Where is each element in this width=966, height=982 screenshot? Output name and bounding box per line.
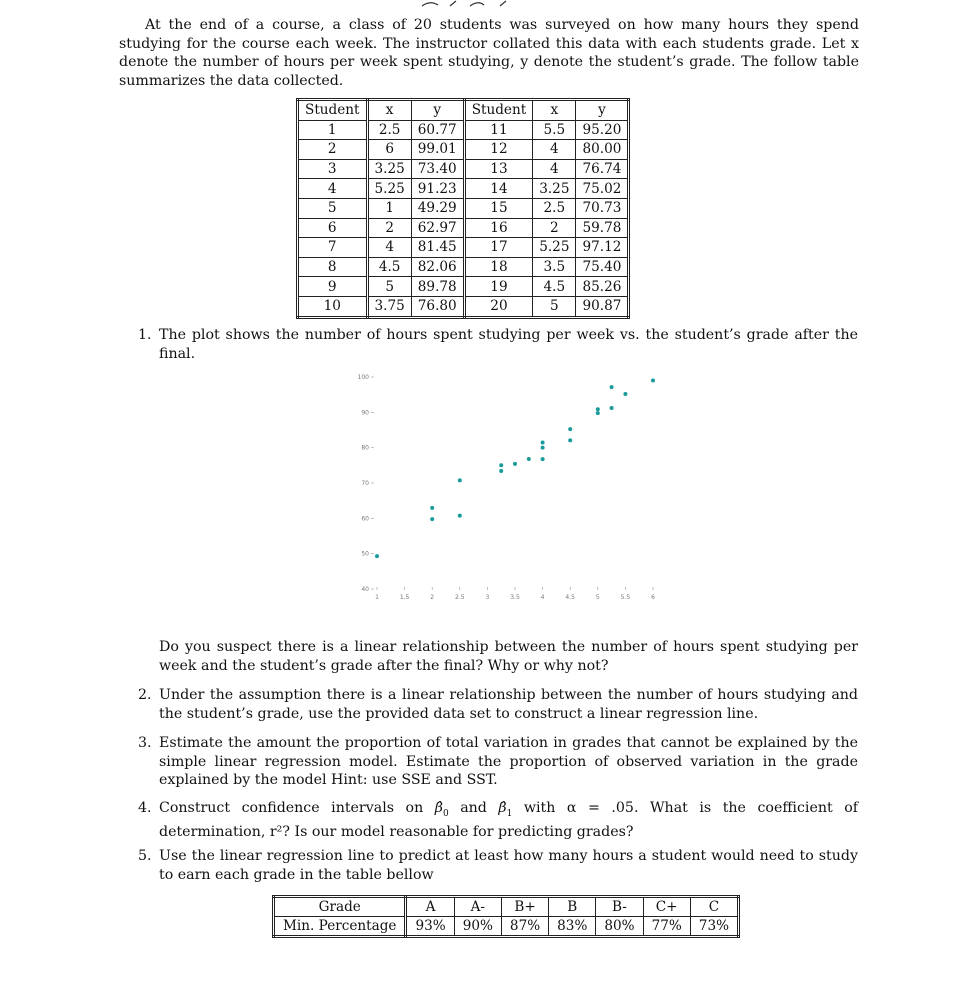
x-tick-label: 2.5: [455, 594, 465, 601]
question-3-number: 3.: [138, 735, 152, 751]
table-cell: 5: [533, 296, 576, 317]
table-row: [298, 198, 629, 218]
y-tick-label: 40: [361, 586, 369, 593]
data-point: [610, 406, 614, 410]
data-point: [513, 462, 517, 466]
x-tick-label: 5.5: [620, 594, 631, 601]
table-header-cell: x: [367, 100, 411, 121]
table-cell: 4: [533, 159, 576, 179]
table-row: [298, 140, 629, 160]
table-header-cell: y: [411, 100, 464, 121]
data-point: [541, 441, 545, 445]
table-cell: 3.75: [367, 296, 411, 317]
beta1-symbol: $\betâ_1$: [498, 800, 513, 819]
data-point: [610, 385, 614, 389]
question-1-followup: [138, 638, 858, 675]
x-tick-label: 5: [595, 594, 600, 601]
table-row: [298, 238, 629, 258]
table-cell: 5: [367, 277, 411, 297]
table-cell: 3: [298, 159, 368, 179]
question-1-followup-text: Do you suspect there is a linear relationship between the number of hours spent studying per week and the student’s grade after the final? Why or why not?: [159, 639, 858, 674]
data-point: [430, 517, 434, 521]
data-table: [296, 98, 630, 319]
table-header-row: [298, 100, 629, 121]
table-cell: 6: [298, 218, 368, 238]
table-cell: 80.00: [576, 140, 629, 160]
table-cell: 6: [367, 140, 411, 160]
x-tick-label: 3: [485, 594, 490, 601]
question-2-number: 2.: [138, 687, 152, 703]
data-point: [375, 554, 379, 558]
table-cell: 85.26: [576, 277, 629, 297]
table-cell: 1: [367, 198, 411, 218]
table-cell: 5: [298, 198, 368, 218]
data-point: [651, 378, 655, 382]
table-cell: 89.78: [411, 277, 464, 297]
question-4: [138, 799, 858, 842]
table-cell: 76.80: [411, 296, 464, 317]
table-cell: 59.78: [576, 218, 629, 238]
grade-table-cell: 77%: [643, 917, 690, 937]
table-row: [298, 257, 629, 277]
table-cell: 81.45: [411, 238, 464, 258]
table-cell: 9: [298, 277, 368, 297]
data-point: [568, 427, 572, 431]
y-tick-label: 60: [361, 515, 369, 523]
table-cell: 4.5: [533, 277, 576, 297]
table-cell: 13: [464, 159, 533, 179]
table-row: [298, 277, 629, 297]
grade-table-cell: 73%: [690, 917, 738, 937]
question-2-text: Under the assumption there is a linear relationship between the number of hours studying and the student’s grade, use the provided data set to construct a linear regression line.: [159, 687, 858, 722]
intro-paragraph: At the end of a course, a class of 20 students was surveyed on how many hours they spend studying for the course each week. The instructor collated this data with each students grade. Let x denote the number of hours per week spent studying, y denote the student’s grade. The follow table summarizes the data collected.: [119, 17, 859, 89]
question-1-number: 1.: [138, 327, 152, 343]
x-tick-label: 3.5: [510, 594, 520, 601]
table-cell: 11: [464, 120, 533, 140]
table-cell: 70.73: [576, 198, 629, 218]
grade-table-cell: C: [690, 897, 738, 917]
grade-table-cell: B+: [501, 897, 548, 917]
data-point: [596, 407, 600, 411]
data-point: [596, 411, 600, 415]
table-cell: 90.87: [576, 296, 629, 317]
data-point: [499, 463, 503, 467]
table-cell: 4: [367, 238, 411, 258]
scatter-plot: [355, 365, 665, 610]
table-cell: 1: [298, 120, 368, 140]
table-row: [298, 218, 629, 238]
grade-row: [274, 897, 739, 917]
question-3: [138, 734, 858, 790]
question-3-text: Estimate the amount the proportion of total variation in grades that cannot be explained by the simple linear regression model. Estimate the proportion of observed variation in the grade explained by the model Hint: use SSE and SST.: [159, 735, 858, 789]
grade-table-cell: 83%: [549, 917, 596, 937]
table-cell: 4: [533, 140, 576, 160]
grade-table-label: Grade: [274, 897, 406, 917]
table-cell: 14: [464, 179, 533, 199]
table-row: [298, 296, 629, 317]
data-point: [458, 478, 462, 482]
data-point: [568, 438, 572, 442]
table-cell: 5.25: [367, 179, 411, 199]
y-tick-label: 70: [361, 480, 369, 487]
table-cell: 18: [464, 257, 533, 277]
table-cell: 5.25: [533, 238, 576, 258]
grade-table-cell: A: [406, 897, 454, 917]
grade-table: [272, 895, 740, 938]
x-tick-label: 1: [375, 594, 379, 601]
table-cell: 82.06: [411, 257, 464, 277]
question-1: [138, 326, 858, 363]
table-row: [298, 179, 629, 199]
table-cell: 17: [464, 238, 533, 258]
table-cell: 4: [298, 179, 368, 199]
table-cell: 97.12: [576, 238, 629, 258]
table-cell: 99.01: [411, 140, 464, 160]
table-cell: 2.5: [533, 198, 576, 218]
table-cell: 19: [464, 277, 533, 297]
table-cell: 7: [298, 238, 368, 258]
table-cell: 49.29: [411, 198, 464, 218]
percentage-row: [274, 917, 739, 937]
x-tick-label: 1.5: [399, 594, 410, 601]
table-cell: 76.74: [576, 159, 629, 179]
table-row: [298, 159, 629, 179]
q4-text-b: with α = .05. What is the coefficient of determination, r²? Is our model reasonable for predicting grades?: [159, 800, 858, 841]
data-point: [541, 446, 545, 450]
q4-and: and: [448, 800, 499, 816]
table-cell: 75.02: [576, 179, 629, 199]
data-point: [430, 506, 434, 510]
table-cell: 16: [464, 218, 533, 238]
data-point: [623, 392, 627, 396]
table-cell: 2: [367, 218, 411, 238]
table-cell: 91.23: [411, 179, 464, 199]
question-2: [138, 686, 858, 723]
y-tick-label: 50: [361, 550, 369, 558]
data-point: [499, 469, 503, 473]
question-5-text: Use the linear regression line to predict at least how many hours a student would need to study to earn each grade in the table bellow: [159, 848, 858, 883]
question-5: [138, 847, 858, 884]
question-1-text: The plot shows the number of hours spent studying per week vs. the student’s grade after the final.: [159, 327, 858, 362]
table-cell: 10: [298, 296, 368, 317]
table-cell: 75.40: [576, 257, 629, 277]
grade-table-cell: A-: [454, 897, 501, 917]
grade-table-cell: 87%: [501, 917, 548, 937]
table-cell: 2: [298, 140, 368, 160]
plot-points: [375, 378, 655, 558]
table-cell: 3.25: [367, 159, 411, 179]
data-point: [527, 457, 531, 461]
grade-table-cell: C+: [643, 897, 690, 917]
x-tick-label: 6: [651, 594, 655, 601]
table-cell: 8: [298, 257, 368, 277]
table-cell: 3.5: [533, 257, 576, 277]
x-tick-label: 4: [540, 594, 545, 601]
grade-table-cell: 90%: [454, 917, 501, 937]
grade-table-cell: B-: [596, 897, 643, 917]
table-cell: 62.97: [411, 218, 464, 238]
x-tick-label: 4.5: [565, 594, 575, 601]
table-cell: 2: [533, 218, 576, 238]
table-cell: 60.77: [411, 120, 464, 140]
table-cell: 3.25: [533, 179, 576, 199]
table-cell: 20: [464, 296, 533, 317]
table-header-cell: y: [576, 100, 629, 121]
table-cell: 12: [464, 140, 533, 160]
beta0-symbol: $\betâ_0$: [434, 800, 449, 819]
table-cell: 95.20: [576, 120, 629, 140]
table-header-cell: x: [533, 100, 576, 121]
data-point: [541, 457, 545, 461]
cropped-heading-fragment: [420, 0, 540, 8]
y-tick-label: 80: [361, 444, 369, 452]
table-row: [298, 120, 629, 140]
question-4-text: [159, 799, 858, 842]
grade-table-cell: B: [549, 897, 596, 917]
table-cell: 73.40: [411, 159, 464, 179]
grade-table-label: Min. Percentage: [274, 917, 406, 937]
data-point: [458, 514, 462, 518]
table-cell: 2.5: [367, 120, 411, 140]
question-4-number: 4.: [138, 800, 152, 816]
question-5-number: 5.: [138, 848, 152, 864]
table-cell: 4.5: [367, 257, 411, 277]
table-cell: 15: [464, 198, 533, 218]
table-cell: 5.5: [533, 120, 576, 140]
y-tick-label: 90: [361, 409, 369, 417]
q4-text-a: Construct confidence intervals on: [159, 800, 435, 816]
grade-table-cell: 93%: [406, 917, 454, 937]
x-tick-label: 2: [430, 594, 435, 601]
grade-table-cell: 80%: [596, 917, 643, 937]
table-header-cell: Student: [298, 100, 368, 121]
table-header-cell: Student: [464, 100, 533, 121]
y-tick-label: 100: [357, 374, 369, 381]
